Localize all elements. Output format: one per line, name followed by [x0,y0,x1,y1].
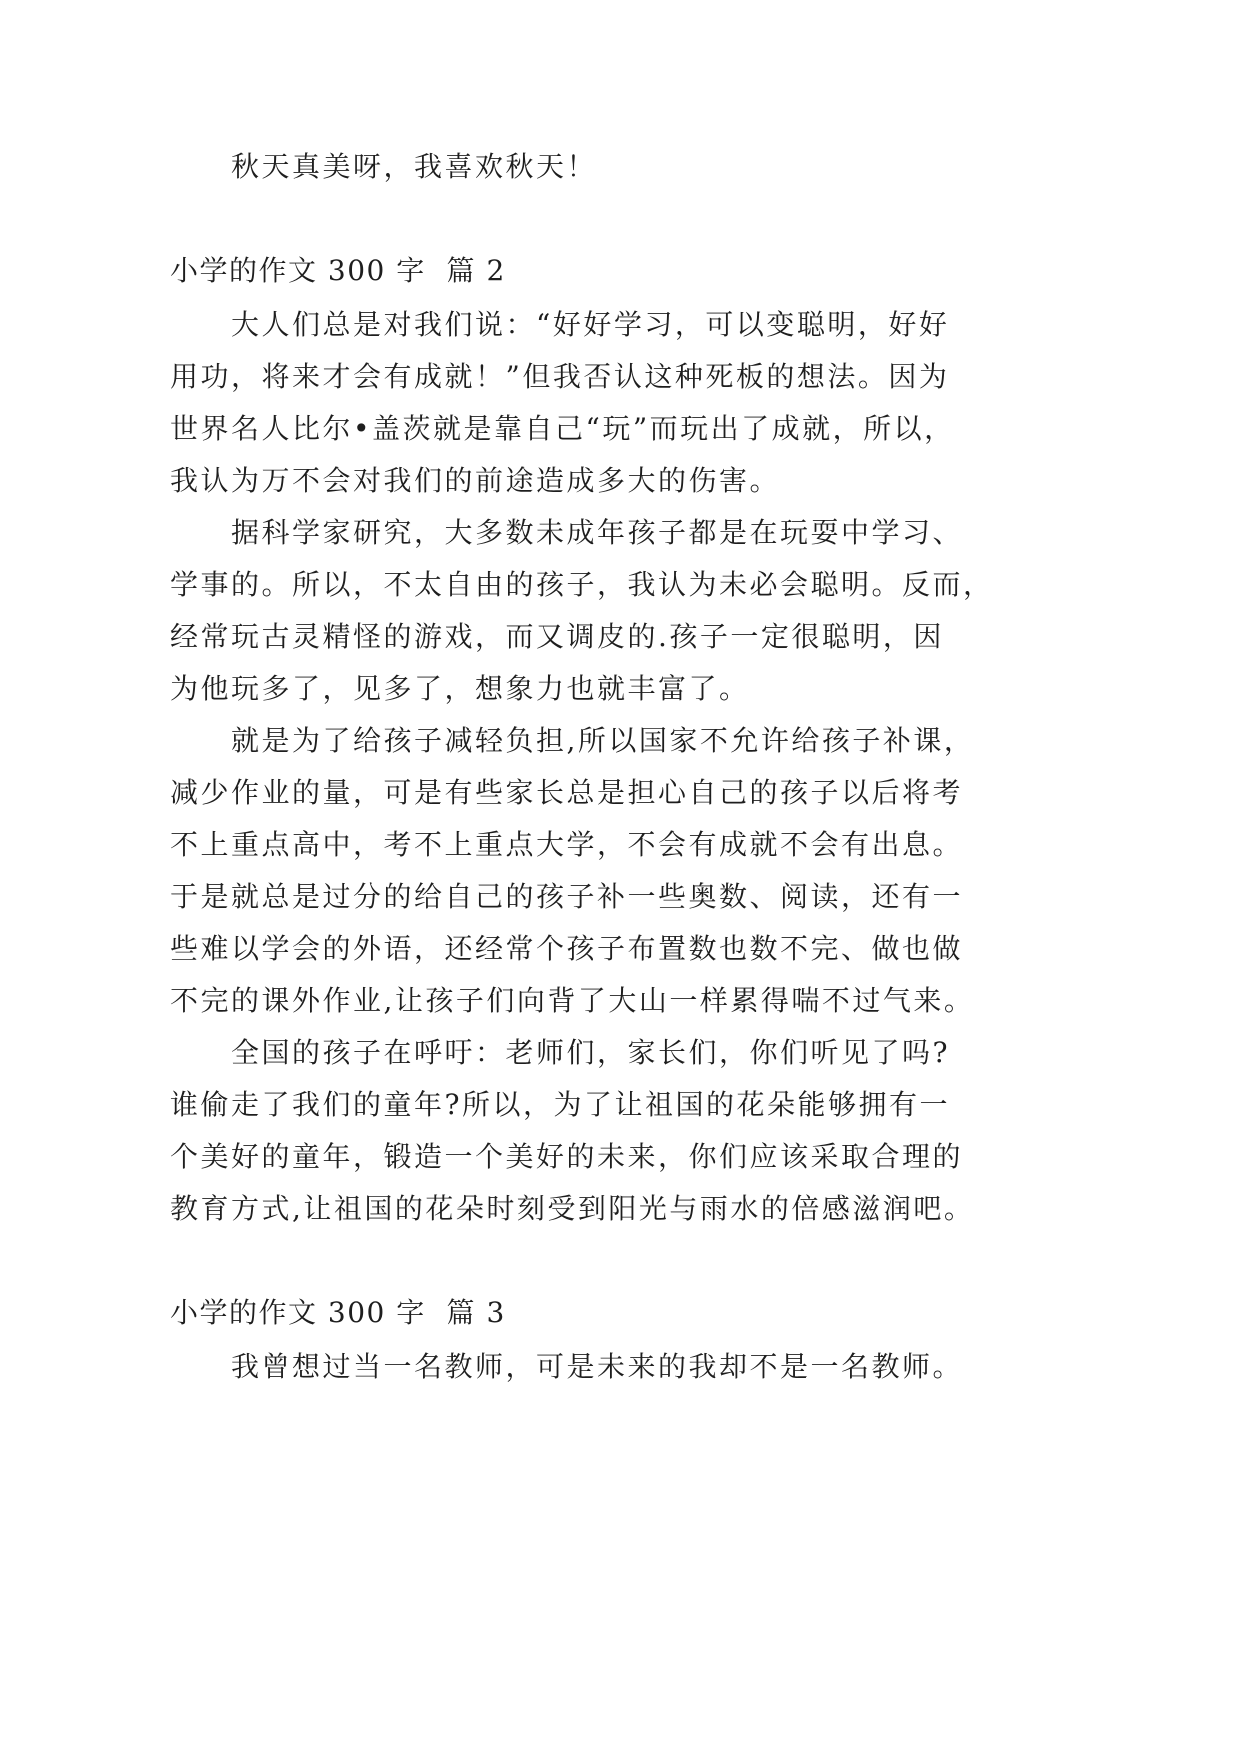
paragraph [170,507,1241,715]
paragraph-line: 为他玩多了，见多了，想象力也就丰富了。 [170,672,750,705]
paragraph-line: 教育方式,让祖国的花朵时刻受到阳光与雨水的倍感滋润吧。 [170,1192,975,1225]
paragraph-line: 据科学家研究，大多数未成年孩子都是在玩耍中学习、 [231,516,964,549]
paragraph-line: 些难以学会的外语，还经常个孩子布置数也数不完、做也做 [170,932,964,965]
paragraph [170,715,1241,1027]
paragraph-line: 于是就总是过分的给自己的孩子补一些奥数、阅读，还有一 [170,880,964,913]
paragraph-line: 学事的。所以，不太自由的孩子，我认为未必会聪明。反而， [170,568,994,601]
essay-section-2 [170,245,1241,1235]
paragraph-line: 全国的孩子在呼吁：老师们，家长们，你们听见了吗? [231,1036,951,1069]
paragraph-line: 我认为万不会对我们的前途造成多大的伤害。 [170,464,781,497]
section-spacer [170,1235,1241,1287]
paragraph-line: 就是为了给孩子减轻负担,所以国家不允许给孩子补课， [231,724,975,757]
section-heading: 小学的作文 300 字 篇 3 [170,1296,506,1329]
paragraph-line: 大人们总是对我们说：“好好学习，可以变聪明，好好 [231,308,950,341]
paragraph-line: 用功，将来才会有成就！”但我否认这种死板的想法。因为 [170,360,950,393]
section-spacer [170,193,1241,245]
paragraph-line: 谁偷走了我们的童年?所以，为了让祖国的花朵能够拥有一 [170,1088,951,1121]
paragraph [170,1027,1241,1235]
paragraph-line: 我曾想过当一名教师，可是未来的我却不是一名教师。 [231,1350,964,1383]
paragraph-line: 经常玩古灵精怪的游戏，而又调皮的.孩子一定很聪明，因 [170,620,944,653]
section-heading: 小学的作文 300 字 篇 2 [170,254,506,287]
essay-section-3 [170,1287,1241,1393]
paragraph-line: 个美好的童年，锻造一个美好的未来，你们应该采取合理的 [170,1140,964,1173]
paragraph-line: 不上重点高中，考不上重点大学，不会有成就不会有出息。 [170,828,964,861]
intro-line: 秋天真美呀，我喜欢秋天！ [231,150,598,183]
paragraph-line: 减少作业的量，可是有些家长总是担心自己的孩子以后将考 [170,776,964,809]
paragraph [170,299,1241,507]
paragraph [170,1341,1241,1393]
paragraph-line: 不完的课外作业,让孩子们向背了大山一样累得喘不过气来。 [170,984,975,1017]
paragraph-line: 世界名人比尔•盖茨就是靠自己“玩”而玩出了成就，所以， [170,412,955,445]
